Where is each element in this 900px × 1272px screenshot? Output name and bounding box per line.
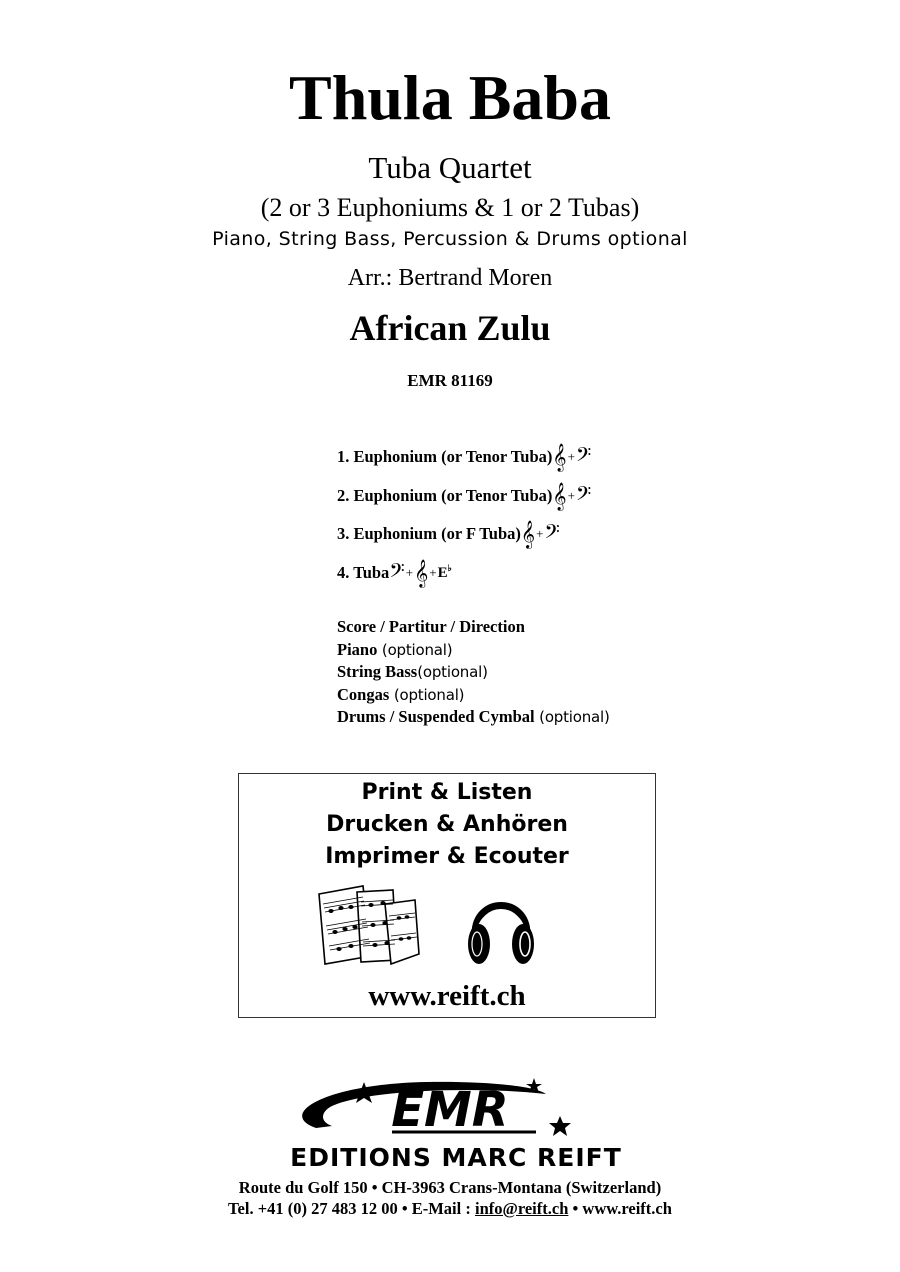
emr-logo bbox=[236, 1076, 676, 1170]
plus-sign: + bbox=[429, 564, 437, 580]
plus-sign: + bbox=[567, 449, 575, 465]
arranger: Arr.: Bertrand Moren bbox=[347, 265, 553, 291]
optional-note: (optional) bbox=[389, 685, 465, 704]
part-label: 2. Euphonium (or Tenor Tuba) bbox=[337, 485, 553, 505]
bass-clef-icon: 𝄢 bbox=[544, 520, 560, 549]
part-name: Drums / Suspended Cymbal bbox=[337, 707, 535, 726]
optional-note: (optional) bbox=[377, 640, 453, 659]
bass-clef-icon: 𝄢 bbox=[575, 443, 592, 472]
website-text: • www.reift.ch bbox=[568, 1199, 672, 1218]
print-listen-box bbox=[238, 773, 656, 1018]
plus-sign: + bbox=[567, 487, 575, 503]
logo-text: EMR bbox=[391, 1082, 509, 1138]
part-name: Congas bbox=[337, 684, 390, 704]
plus-sign: + bbox=[405, 564, 414, 580]
part-item bbox=[337, 438, 591, 477]
part-item bbox=[337, 477, 591, 516]
parts-list bbox=[337, 438, 591, 592]
bass-clef-icon: 𝄢 bbox=[389, 558, 405, 587]
part-item bbox=[337, 554, 591, 593]
sheet-music-icon bbox=[311, 882, 423, 972]
list-item bbox=[337, 661, 610, 684]
part-label: 1. Euphonium (or Tenor Tuba) bbox=[337, 447, 553, 467]
part-name: Piano bbox=[337, 639, 378, 659]
part-item bbox=[337, 515, 591, 554]
publisher-address: Route du Golf 150 • CH-3963 Crans-Montana (Switzerland) bbox=[238, 1178, 662, 1197]
treble-clef-icon: 𝄞 bbox=[552, 443, 567, 472]
list-item bbox=[337, 616, 610, 639]
headphones-icon bbox=[465, 884, 537, 968]
treble-clef-icon: 𝄞 bbox=[520, 520, 536, 549]
part-label: 3. Euphonium (or F Tuba) bbox=[337, 524, 521, 544]
optional-instruments-note: Piano, String Bass, Percussion & Drums optional bbox=[212, 228, 688, 250]
publisher-contact bbox=[0, 1198, 900, 1220]
optional-note: (optional) bbox=[534, 708, 610, 726]
treble-clef-icon: 𝄞 bbox=[552, 481, 567, 510]
treble-clef-icon: 𝄞 bbox=[414, 558, 429, 587]
flat-sign: ♭ bbox=[447, 563, 452, 574]
promo-website[interactable]: www.reift.ch bbox=[368, 980, 526, 1012]
subtitle: Tuba Quartet bbox=[368, 150, 532, 185]
origin-heading: African Zulu bbox=[349, 308, 551, 348]
additional-parts-list bbox=[337, 616, 610, 729]
list-item bbox=[337, 706, 610, 729]
key-label bbox=[438, 563, 452, 582]
catalog-number: EMR 81169 bbox=[407, 371, 493, 390]
publisher-name: EDITIONS MARC REIFT bbox=[290, 1143, 622, 1170]
phone-text: Tel. +41 (0) 27 483 12 00 • E-Mail : bbox=[228, 1199, 475, 1218]
list-item bbox=[337, 639, 610, 662]
list-item bbox=[337, 684, 610, 707]
bass-clef-icon: 𝄢 bbox=[575, 481, 592, 510]
page-title: Thula Baba bbox=[289, 62, 611, 133]
part-name: String Bass bbox=[337, 662, 418, 681]
instrumentation: (2 or 3 Euphoniums & 1 or 2 Tubas) bbox=[260, 193, 640, 222]
optional-note: (optional) bbox=[417, 663, 488, 681]
promo-line-german: Drucken & Anhören bbox=[326, 812, 568, 837]
promo-line-french: Imprimer & Ecouter bbox=[325, 844, 569, 869]
key-letter: E bbox=[437, 565, 448, 582]
part-name: Score / Partitur / Direction bbox=[337, 617, 525, 636]
email-link[interactable]: info@reift.ch bbox=[474, 1199, 569, 1218]
plus-sign: + bbox=[536, 526, 544, 542]
part-label: 4. Tuba bbox=[337, 562, 390, 582]
promo-line-english: Print & Listen bbox=[361, 780, 533, 805]
